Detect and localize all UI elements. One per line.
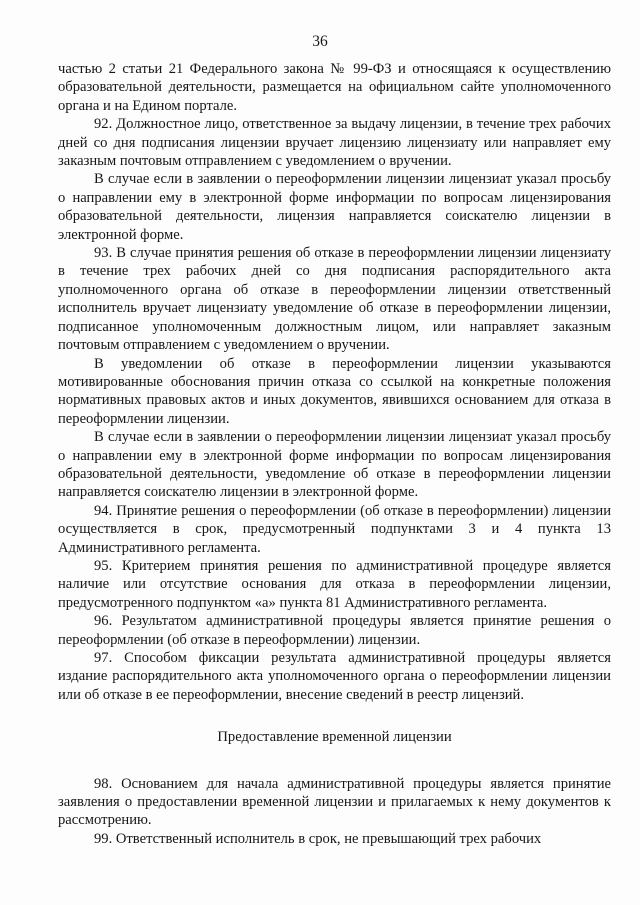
page-number: 36: [312, 33, 328, 50]
paragraph-94: 94. Принятие решения о переоформлении (об отказе в переоформлении) лицензии осуществляется в срок, предусмотренный подпунктами 3 и 4 пункта 13 Административного регламента.: [58, 502, 611, 556]
section-heading: Предоставление временной лицензии: [217, 729, 452, 746]
paragraph-95: 95. Критерием принятия решения по административной процедуре является наличие или отсутствие основания для отказа в переоформлении лицензии, предусмотренного подпунктом «а» пункта 81 Административного регламента.: [58, 557, 611, 611]
paragraph-97: 97. Способом фиксации результата административной процедуры является издание распорядительного акта уполномоченного органа о переоформлении лицензии или об отказе в ее переоформлении, внесение сведений в реестр лицензий.: [58, 650, 611, 703]
paragraph-99: 99. Ответственный исполнитель в срок, не превышающий трех рабочих: [94, 830, 542, 847]
paragraph-98: 98. Основанием для начала административной процедуры является принятие заявления о предоставлении временной лицензии и прилагаемых к нему документов к рассмотрению.: [58, 775, 611, 829]
paragraph-96: 96. Результатом административной процедуры является принятие решения о переоформлении (об отказе в переоформлении) лицензии.: [58, 613, 611, 648]
paragraph-continuation: частью 2 статьи 21 Федерального закона № 99-ФЗ и относящаяся к осуществлению образовательной деятельности, размещается на официальном сайте уполномоченного органа и на Едином портале.: [58, 61, 611, 114]
paragraph-93: 93. В случае принятия решения об отказе в переоформлении лицензии лицензиату в течение трех рабочих дней со дня подписания распорядительного акта уполномоченного органа об отказе в переоформлении лицензии ответственный исполнитель вручает лицензиату уведомление об отказе в переоформлении лицензии, подписанное уполномоченным должностным лицом, или направляет заказным почтовым отправлением с уведомлением о вручении.: [58, 245, 611, 354]
paragraph-93-reasons: В уведомлении об отказе в переоформлении лицензии указываются мотивированные обоснования причин отказа со ссылкой на конкретные положения нормативных правовых актов и иных документов, явившихся основанием для отказа в переоформлении лицензии.: [58, 355, 611, 427]
paragraph-93-electronic: В случае если в заявлении о переоформлении лицензии лицензиат указал просьбу о направлении ему в электронной форме информации по вопросам лицензирования образовательной деятельности, уведомление об отказе в переоформлении лицензии направляется соискателю лицензии в электронной форме.: [58, 429, 611, 501]
paragraph-92: 92. Должностное лицо, ответственное за выдачу лицензии, в течение трех рабочих дней со дня подписания лицензии вручает лицензию лицензиату или направляет ему заказным почтовым отправлением с уведомлением о вручении.: [58, 116, 611, 170]
page-body: [58, 60, 611, 848]
paragraph-92-electronic: В случае если в заявлении о переоформлении лицензии лицензиат указал просьбу о направлении ему в электронной форме информации по вопросам лицензирования образовательной деятельности, лицензия направляется соискателю лицензии в электронной форме.: [58, 171, 611, 243]
